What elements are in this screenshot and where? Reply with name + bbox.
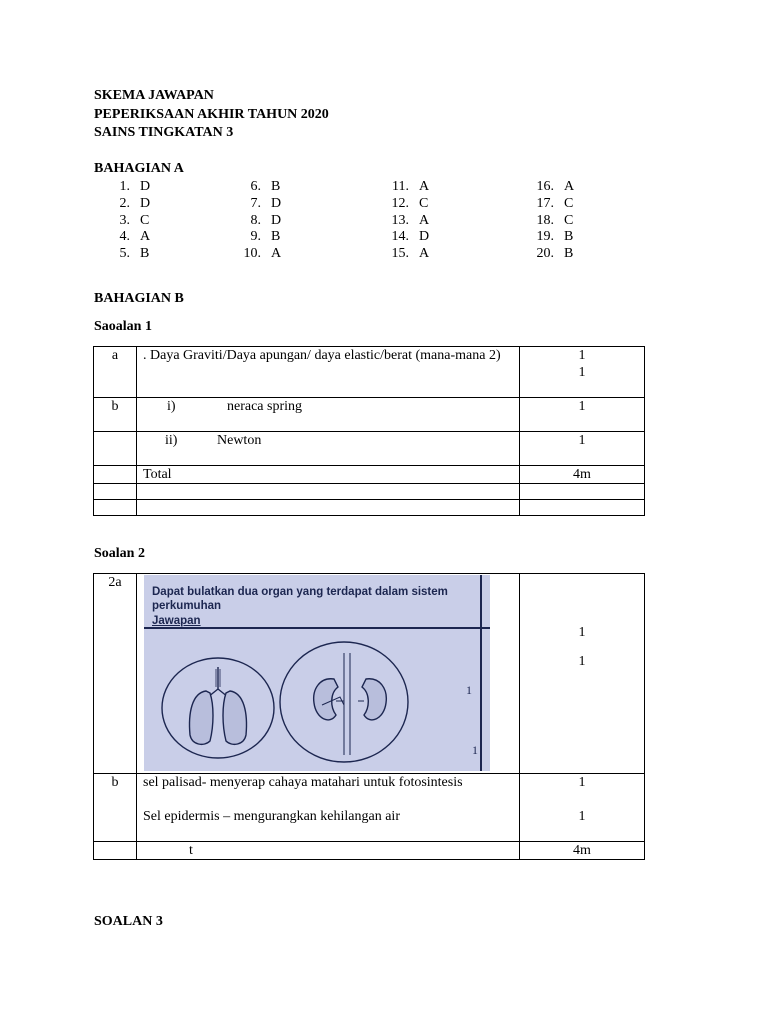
soalan-3-title: SOALAN 3 — [94, 914, 163, 929]
answer-text: Sel epidermis – mengurangkan kehilangan air — [143, 809, 400, 824]
answer-cell — [137, 398, 520, 432]
empty-cell — [520, 500, 645, 516]
mcq-answer: A — [564, 179, 575, 194]
row-label: b — [94, 398, 137, 432]
mcq-answer: B — [271, 179, 281, 194]
mcq-answer: C — [564, 212, 574, 228]
mcq-item — [381, 179, 429, 196]
mcq-number: 3. — [119, 212, 130, 228]
mcq-answer: A — [419, 179, 430, 194]
total-label: Total — [137, 466, 520, 484]
mcq-answer: C — [140, 212, 150, 228]
mcq-answer: D — [271, 212, 282, 228]
mcq-item — [108, 229, 150, 246]
mcq-answer: A — [140, 229, 151, 245]
empty-cell — [137, 484, 520, 500]
mcq-number: 2. — [119, 195, 130, 211]
mcq-answer: D — [271, 195, 282, 211]
mcq-item — [526, 229, 574, 246]
mcq-answer: D — [140, 179, 151, 194]
section-b-title: BAHAGIAN B — [94, 291, 184, 306]
answer-text: Newton — [217, 433, 262, 448]
answer-text: neraca spring — [227, 399, 303, 414]
mcq-item — [526, 246, 574, 263]
table-row — [94, 432, 645, 466]
mcq-answer: A — [271, 246, 282, 262]
mcq-item — [526, 213, 574, 230]
organ-diagram — [144, 575, 490, 771]
mcq-number: 19. — [536, 229, 554, 245]
mcq-column-2 — [233, 179, 281, 263]
mcq-answer: B — [564, 246, 574, 262]
mcq-item — [108, 213, 150, 230]
mark: 1 — [578, 348, 586, 363]
empty-cell — [137, 500, 520, 516]
photo-question-text: Dapat bulatkan dua organ yang terdapat dalam sistem perkumuhan — [152, 586, 448, 612]
section-a-title: BAHAGIAN A — [94, 161, 184, 176]
photo-mark: 1 — [466, 683, 472, 697]
mark: 1 — [520, 432, 645, 466]
photo-mark: 1 — [472, 743, 478, 757]
table-row — [94, 484, 645, 500]
mcq-column-3 — [381, 179, 429, 263]
table-row — [94, 347, 645, 398]
mcq-item — [233, 196, 281, 213]
mcq-number: 17. — [536, 195, 554, 211]
mcq-item — [233, 213, 281, 230]
table-row — [94, 500, 645, 516]
mark: 1 — [520, 398, 645, 432]
row-label: b — [94, 774, 137, 842]
mcq-number: 8. — [250, 212, 261, 228]
mcq-answer: A — [419, 212, 430, 228]
mcq-column-1 — [108, 179, 150, 263]
soalan-1-title: Saoalan 1 — [94, 319, 152, 334]
table-row — [94, 466, 645, 484]
mcq-answer: D — [140, 195, 151, 211]
mcq-number: 1. — [119, 179, 130, 194]
mark: 1 — [578, 809, 586, 824]
sub-label: ii) — [165, 433, 178, 448]
mark: 1 — [578, 365, 586, 380]
mcq-answer: B — [564, 229, 574, 245]
mcq-item — [233, 246, 281, 263]
mcq-item — [108, 179, 150, 196]
mcq-answer: B — [271, 229, 281, 245]
mcq-number: 5. — [119, 246, 130, 262]
answer-cell — [137, 432, 520, 466]
table-row — [94, 398, 645, 432]
mcq-number: 4. — [119, 229, 130, 245]
empty-cell — [94, 842, 137, 860]
mcq-answer: C — [419, 195, 429, 211]
mcq-number: 16. — [536, 179, 554, 194]
empty-cell — [520, 484, 645, 500]
mcq-number: 10. — [243, 246, 261, 262]
mcq-item — [233, 229, 281, 246]
sub-label: i) — [167, 399, 176, 414]
question-photo — [144, 575, 490, 771]
mcq-item — [381, 196, 429, 213]
empty-cell — [94, 500, 137, 516]
mcq-number: 9. — [250, 229, 261, 245]
total-label: t — [137, 842, 520, 860]
row-label: 2a — [94, 574, 137, 774]
mcq-number: 18. — [536, 212, 554, 228]
doc-exam-name: PEPERIKSAAN AKHIR TAHUN 2020 — [94, 107, 329, 122]
mcq-column-4 — [526, 179, 574, 263]
mcq-number: 6. — [250, 179, 261, 194]
mcq-answer: C — [564, 195, 574, 211]
answer-text: sel palisad- menyerap cahaya matahari untuk fotosintesis — [143, 775, 463, 790]
empty-cell — [94, 466, 137, 484]
total-mark: 4m — [520, 842, 645, 860]
mark: 1 — [578, 775, 586, 790]
doc-subject: SAINS TINGKATAN 3 — [94, 125, 234, 140]
mark-cell — [520, 574, 645, 774]
lungs-icon — [162, 658, 274, 758]
mcq-answer: A — [419, 246, 430, 262]
mark-cell — [520, 774, 645, 842]
mcq-number: 7. — [250, 195, 261, 211]
mcq-item — [381, 229, 429, 246]
mcq-item — [381, 213, 429, 230]
mcq-number: 15. — [391, 246, 409, 262]
table-row — [94, 774, 645, 842]
mcq-number: 20. — [536, 246, 554, 262]
mcq-item — [108, 246, 150, 263]
mcq-number: 13. — [391, 212, 409, 228]
mark: 1 — [578, 654, 586, 669]
empty-cell — [94, 484, 137, 500]
answer-cell — [137, 774, 520, 842]
mcq-number: 12. — [391, 195, 409, 211]
soalan-1-table — [93, 346, 645, 516]
mcq-answer: B — [140, 246, 150, 262]
mcq-answer: D — [419, 229, 430, 245]
total-mark: 4m — [520, 466, 645, 484]
mcq-item — [526, 179, 574, 196]
mcq-number: 11. — [392, 179, 409, 194]
mcq-item — [526, 196, 574, 213]
mark-cell — [520, 347, 645, 398]
doc-title: SKEMA JAWAPAN — [94, 88, 214, 103]
answer-text: . Daya Graviti/Daya apungan/ daya elastic/berat (mana-mana 2) — [137, 347, 520, 398]
row-label: a — [94, 347, 137, 398]
mcq-item — [381, 246, 429, 263]
soalan-2-title: Soalan 2 — [94, 546, 145, 561]
photo-answer-label: Jawapan — [152, 615, 201, 627]
mcq-item — [108, 196, 150, 213]
row-label — [94, 432, 137, 466]
mark: 1 — [578, 625, 586, 640]
mcq-item — [233, 179, 281, 196]
table-row — [94, 842, 645, 860]
kidney-icon — [280, 642, 408, 762]
mcq-number: 14. — [391, 229, 409, 245]
